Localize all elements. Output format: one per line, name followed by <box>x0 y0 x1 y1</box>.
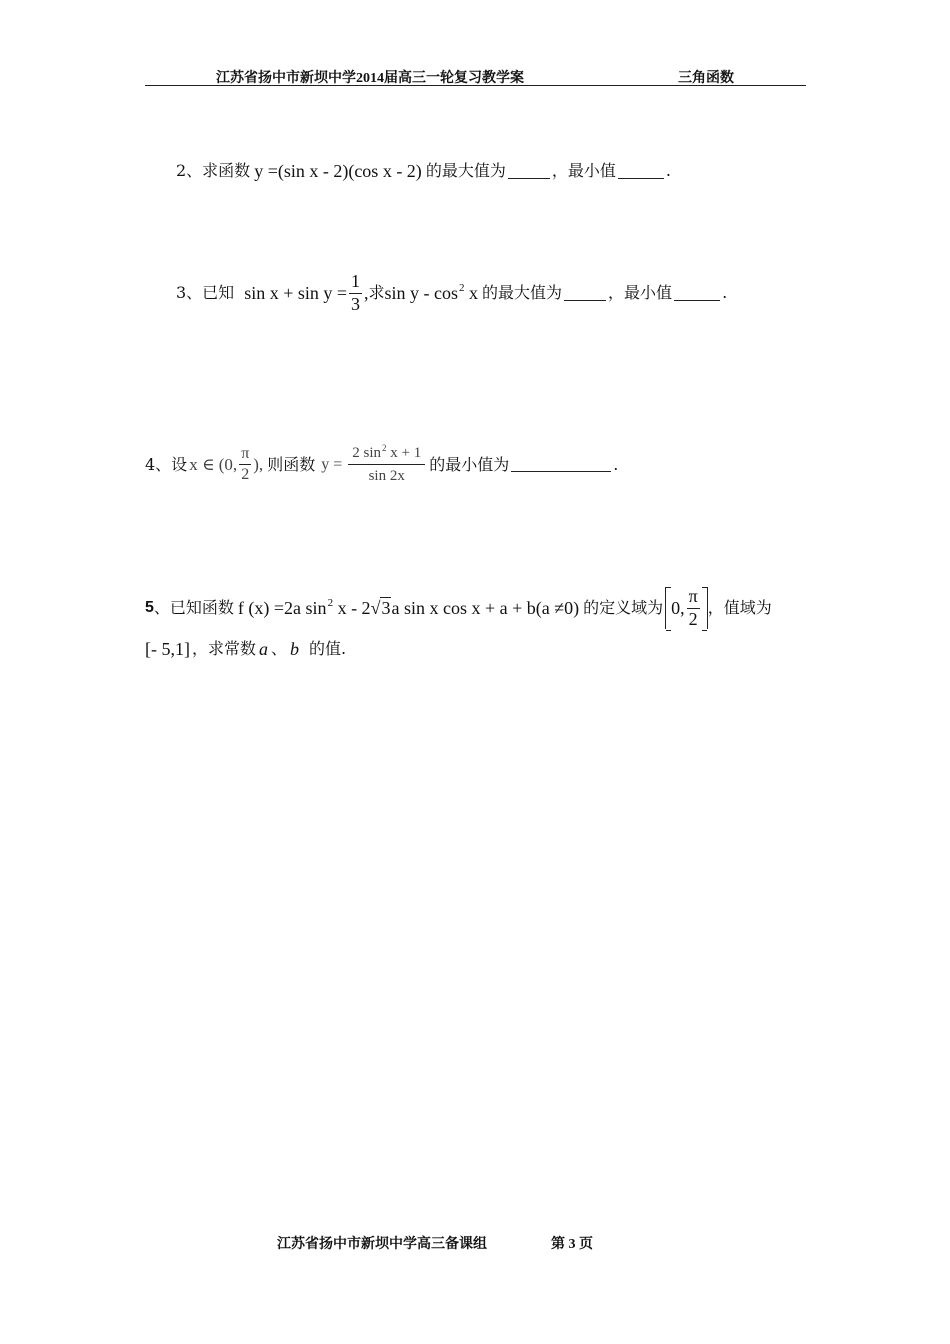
header-rule <box>145 85 806 86</box>
q5-dun: 、 <box>271 639 288 658</box>
q4-y-equals: y = <box>321 455 343 473</box>
q5-domain-label: 的定义域为 <box>583 598 664 617</box>
question-5 <box>145 587 772 629</box>
q4-end: . <box>613 454 619 474</box>
q5-domain-fraction: $\frac{\pi}{2}$ <box>688 585 698 629</box>
q4-function-numerator: 2 $\sin^2 x + 1$ <box>348 445 425 465</box>
q4-condition-fraction: $\frac{\pi}{2}$ <box>241 445 250 483</box>
q3-label: 3、已知 <box>176 283 235 303</box>
q4-function-fraction <box>348 445 425 484</box>
question-4 <box>145 445 618 484</box>
q4-label: 4、设 <box>145 454 188 474</box>
q5-label: 5 <box>145 599 154 616</box>
q5-var-b: b <box>290 639 300 659</box>
q5-range: [- 5,1] <box>145 639 190 659</box>
q5-expression: f (x) =2a $\sin^2 x - 2√3a$ sin x cos x + a + b(a ≠0) <box>237 597 580 618</box>
q3-comma: , <box>364 283 369 304</box>
q4-min-label: 的最小值为 <box>429 454 510 474</box>
q2-max-label: 的最大值为 <box>425 161 506 180</box>
q3-fraction-numerator: 1 <box>349 272 362 294</box>
q2-max-blank[interactable] <box>508 164 550 179</box>
q5-intro: 、已知函数 <box>153 598 234 617</box>
q3-expression: sin y - $\cos^2 x$ <box>384 282 479 304</box>
q5-domain: 0, $\frac{\pi}{2}$ <box>665 587 708 629</box>
question-3 <box>176 272 727 315</box>
q2-min-label: ，最小值 <box>551 161 616 180</box>
q4-function-label: 则函数 <box>267 454 316 474</box>
footer-page-number: 第 3 页 <box>551 1237 593 1252</box>
footer-group: 江苏省扬中市新坝中学高三备课组 <box>277 1237 487 1252</box>
q4-min-blank[interactable] <box>511 457 611 472</box>
q4-function-denominator: sin 2x <box>368 467 405 484</box>
q2-expression: y =(sin x - 2)(cos x - 2) <box>254 161 422 181</box>
document-header-title: 江苏省扬中市新坝中学2014届高三一轮复习教学案 <box>216 71 524 86</box>
q3-min-blank[interactable] <box>674 286 720 301</box>
document-header-topic: 三角函数 <box>678 71 734 86</box>
question-2 <box>176 162 671 180</box>
q3-condition: sin x + sin y = <box>244 283 348 304</box>
q3-end: . <box>722 283 728 303</box>
q3-min-label: ，最小值 <box>608 283 673 303</box>
q5-tail: 的值. <box>309 639 347 658</box>
q4-condition: x ∈ (0, $\frac{\pi}{2}$ ), <box>189 445 264 483</box>
q5-var-a: a <box>259 639 268 659</box>
question-5-line-2 <box>145 640 346 658</box>
q3-max-label: 的最大值为 <box>482 283 563 303</box>
q5-range-label: ，值域为 <box>707 598 772 617</box>
q2-label: 2、求函数 <box>176 161 251 180</box>
q3-fraction-denominator: 3 <box>351 293 361 314</box>
q3-fraction <box>349 272 362 315</box>
q3-max-blank[interactable] <box>564 286 606 301</box>
q2-end: . <box>665 161 671 180</box>
q3-qiu: 求 <box>368 283 385 303</box>
q5-find-label: ，求常数 <box>191 639 256 658</box>
q2-min-blank[interactable] <box>618 164 664 179</box>
